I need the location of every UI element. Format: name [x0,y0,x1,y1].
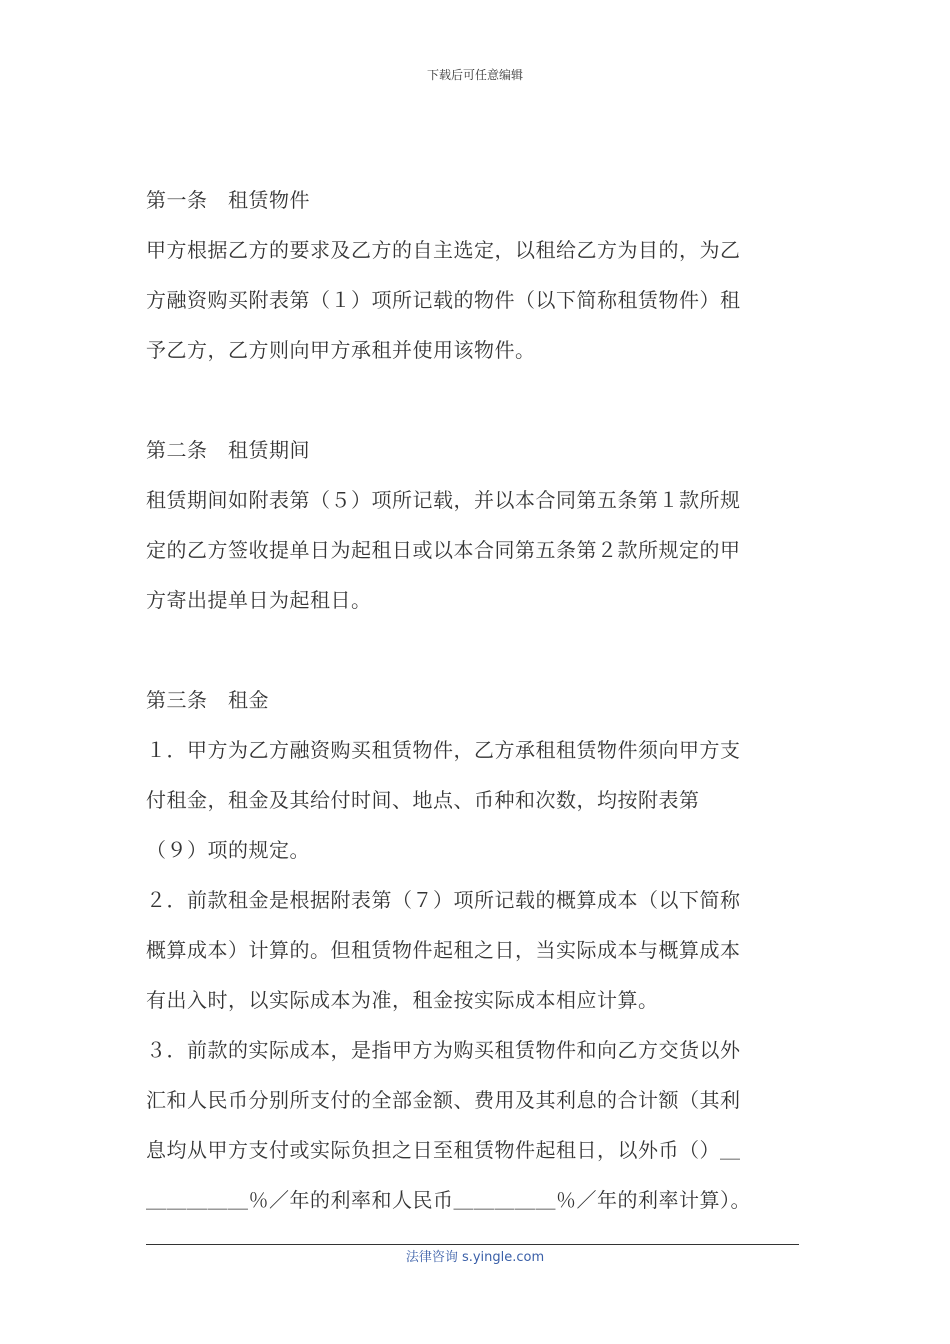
paragraph-line: 甲方根据乙方的要求及乙方的自主选定，以租给乙方为目的，为乙 [146,238,741,262]
footer-divider [146,1244,799,1245]
section-title: 第一条 租赁物件 [146,188,310,212]
paragraph-line: 方融资购买附表第（１）项所记载的物件（以下简称租赁物件）租 [146,288,741,312]
paragraph-line: 概算成本）计算的。但租赁物件起租之日，当实际成本与概算成本 [146,938,741,962]
paragraph-line: 汇和人民币分别所支付的全部金额、费用及其利息的合计额（其利 [146,1088,741,1112]
document-body [146,182,796,1232]
section-spacer [146,632,796,682]
paragraph-line: ＿＿＿＿＿％／年的利率和人民币＿＿＿＿＿％／年的利率计算）。 [146,1188,751,1212]
paragraph-line: 有出入时，以实际成本为准，租金按实际成本相应计算。 [146,988,659,1012]
paragraph-line: 予乙方，乙方则向甲方承租并使用该物件。 [146,338,536,362]
paragraph-line: 息均从甲方支付或实际负担之日至租赁物件起租日，以外币（）＿ [146,1138,741,1162]
paragraph-line: 租赁期间如附表第（５）项所记载，并以本合同第五条第１款所规 [146,488,741,512]
paragraph-line: 付租金，租金及其给付时间、地点、币种和次数，均按附表第 [146,788,700,812]
page-header-note: 下载后可任意编辑 [426,68,523,82]
paragraph-line: 定的乙方签收提单日为起租日或以本合同第五条第２款所规定的甲 [146,538,741,562]
section-title: 第三条 租金 [146,688,269,712]
paragraph-line: １．甲方为乙方融资购买租赁物件，乙方承租租赁物件须向甲方支 [146,738,741,762]
paragraph-line: ３．前款的实际成本，是指甲方为购买租赁物件和向乙方交货以外 [146,1038,741,1062]
section-spacer [146,382,796,432]
paragraph-line: （９）项的规定。 [146,838,310,862]
section-title: 第二条 租赁期间 [146,438,310,462]
paragraph-line: ２．前款租金是根据附表第（７）项所记载的概算成本（以下简称 [146,888,741,912]
paragraph-line: 方寄出提单日为起租日。 [146,588,372,612]
footer-link[interactable]: 法律咨询 s.yingle.com [405,1250,545,1265]
